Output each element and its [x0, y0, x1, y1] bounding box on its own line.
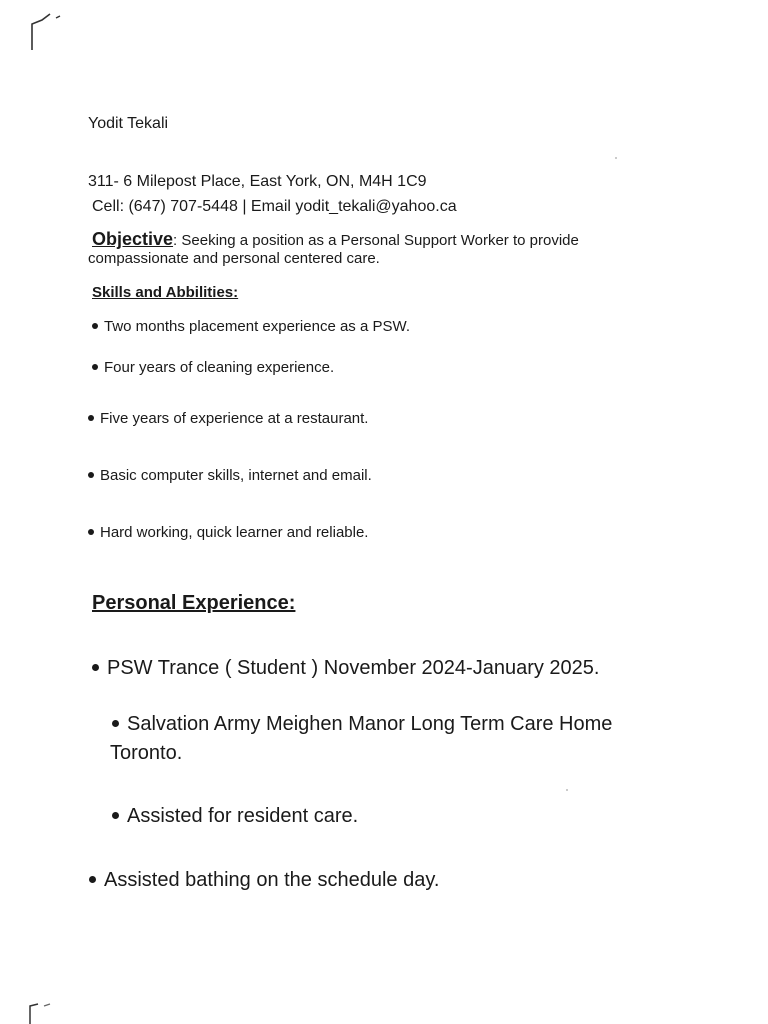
scan-mark-bottom-left — [24, 1000, 64, 1024]
bullet-icon — [92, 364, 98, 370]
skill-item — [88, 410, 368, 427]
skill-text: Four years of cleaning experience. — [104, 359, 335, 376]
skill-item — [92, 318, 410, 335]
skill-item — [88, 524, 368, 541]
objective-section — [88, 230, 668, 268]
applicant-contact: Cell: (647) 707-5448 | Email yodit_tekali@yahoo.ca — [92, 198, 457, 215]
skill-text: Two months placement experience as a PSW. — [104, 318, 410, 335]
scan-speck — [566, 789, 568, 791]
objective-text-line2: compassionate and personal centered care. — [88, 250, 380, 267]
objective-heading: Objective — [92, 229, 174, 249]
scan-mark-top-left — [26, 10, 66, 52]
experience-text: Salvation Army Meighen Manor Long Term Care Home — [127, 713, 613, 735]
experience-text: Assisted bathing on the schedule day. — [104, 869, 440, 891]
skill-item — [92, 359, 334, 376]
experience-item — [92, 654, 599, 683]
skill-text: Five years of experience at a restaurant. — [100, 410, 369, 427]
bullet-icon — [88, 529, 94, 535]
experience-text: Toronto. — [110, 742, 183, 764]
applicant-address: 311- 6 Milepost Place, East York, ON, M4H 1C9 — [88, 173, 427, 190]
bullet-icon — [88, 415, 94, 421]
bullet-icon — [112, 812, 119, 819]
bullet-icon — [88, 472, 94, 478]
experience-item — [112, 710, 612, 739]
experience-text: Assisted for resident care. — [127, 805, 359, 827]
skills-heading: Skills and Abbilities: — [92, 284, 239, 301]
objective-text-line1: : Seeking a position as a Personal Support Worker to provide — [173, 232, 579, 249]
bullet-icon — [92, 664, 99, 671]
skill-item — [88, 467, 372, 484]
skill-text: Basic computer skills, internet and email. — [100, 467, 372, 484]
scan-speck — [615, 157, 617, 159]
applicant-name: Yodit Tekali — [88, 115, 169, 132]
experience-item — [89, 866, 439, 895]
experience-text: PSW Trance ( Student ) November 2024-January 2025. — [107, 657, 600, 679]
experience-item — [112, 802, 358, 831]
bullet-icon — [89, 876, 96, 883]
experience-heading: Personal Experience: — [92, 592, 296, 614]
experience-item-continuation — [110, 739, 182, 768]
bullet-icon — [92, 323, 98, 329]
bullet-icon — [112, 720, 119, 727]
skill-text: Hard working, quick learner and reliable. — [100, 524, 369, 541]
